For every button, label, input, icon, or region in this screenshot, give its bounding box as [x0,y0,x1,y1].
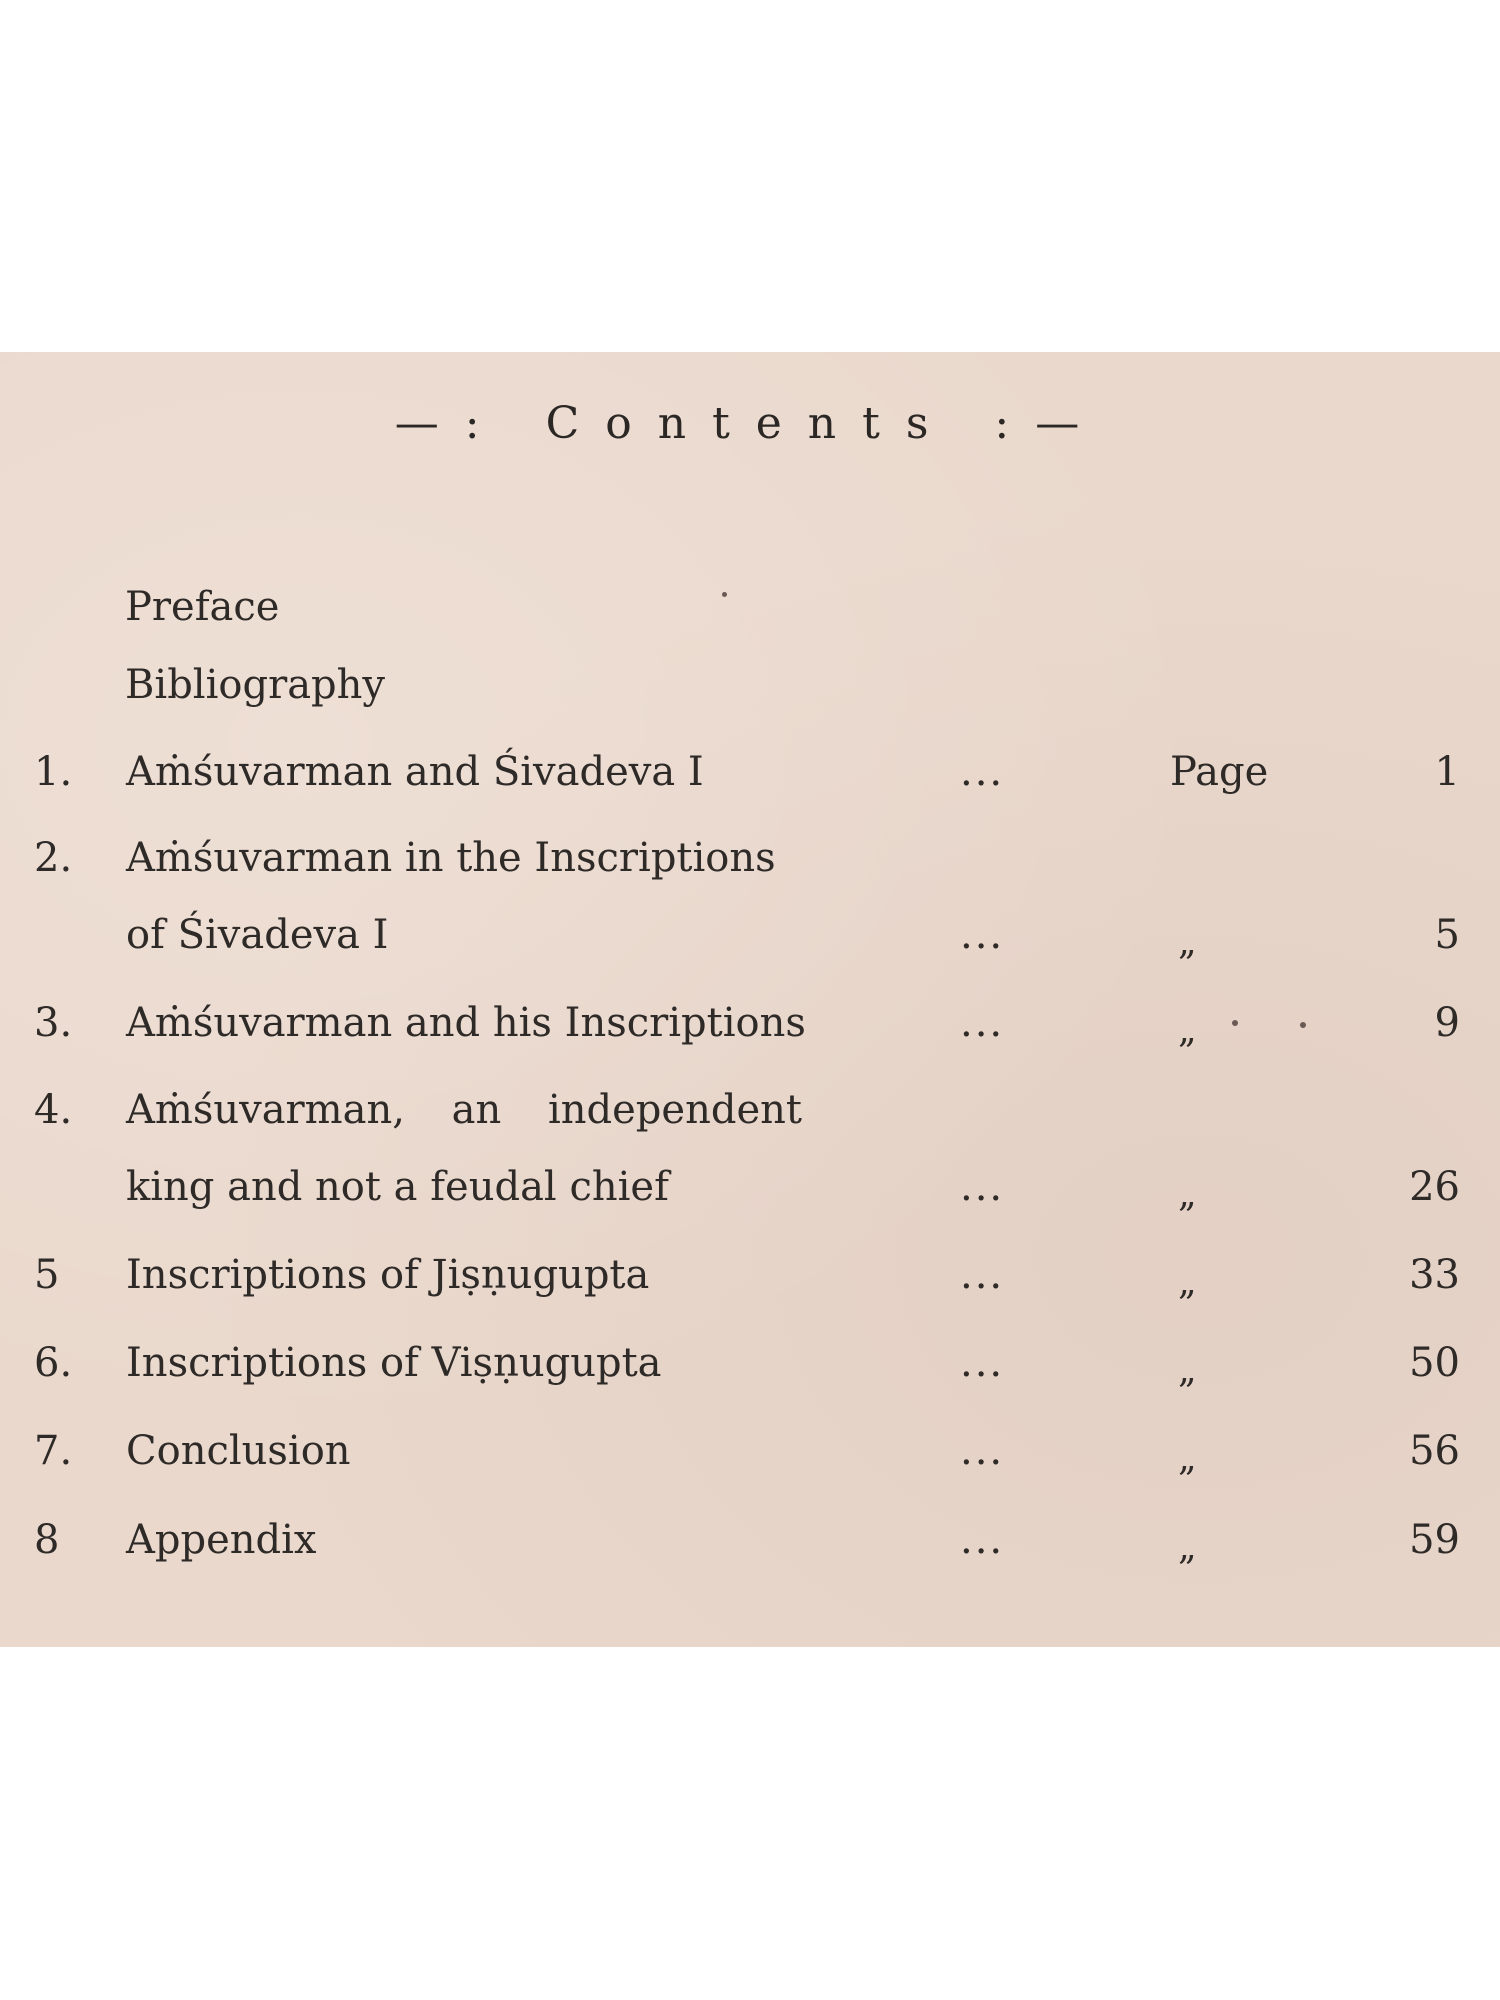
entry-title: Aṁśuvarman and Śivadeva I [126,749,704,795]
page-number: 1 [1434,749,1460,795]
entry-number: 5 [34,1252,60,1298]
leader-dots: ... [960,1428,1005,1474]
entry-title: Conclusion [126,1428,351,1474]
entry-title: Aṁśuvarman and his Inscriptions [126,1000,806,1046]
leader-dots: ... [960,1517,1005,1563]
toc-entry [0,1087,1500,1147]
ditto-mark: „ [1178,1262,1197,1303]
ditto-mark: „ [1178,1174,1197,1215]
toc-entry [0,1517,1500,1577]
page-number: 50 [1409,1340,1460,1386]
leader-dots: ... [960,749,1005,795]
entry-number: 1. [34,749,73,795]
entry-title: Aṁśuvarman, an independent [126,1087,802,1133]
ditto-mark: „ [1178,1438,1197,1479]
page-number: 59 [1409,1517,1460,1563]
front-matter-preface: Preface [125,584,280,630]
leader-dots: ... [960,912,1005,958]
leader-dots: ... [960,1164,1005,1210]
page-number: 26 [1409,1164,1460,1210]
page-label: Page [1170,749,1269,795]
entry-number: 4. [34,1087,73,1133]
page-number: 5 [1434,912,1460,958]
page-number: 9 [1434,1000,1460,1046]
ditto-mark: „ [1178,922,1197,963]
entry-number: 7. [34,1428,73,1474]
entry-number: 3. [34,1000,73,1046]
leader-dots: ... [960,1000,1005,1046]
ink-speck [722,592,727,597]
toc-entry [0,1000,1500,1060]
toc-entry [0,1340,1500,1400]
leader-dots: ... [960,1252,1005,1298]
toc-entry [0,749,1500,809]
front-matter-bibliography: Bibliography [125,662,385,708]
ink-speck [1300,1022,1306,1028]
ditto-mark: „ [1178,1010,1197,1051]
leader-dots: ... [960,1340,1005,1386]
entry-number: 8 [34,1517,60,1563]
scanned-page [0,352,1500,1647]
toc-entry-continuation [0,1164,1500,1224]
toc-entry [0,1252,1500,1312]
entry-title: Inscriptions of Viṣṇugupta [126,1340,662,1386]
entry-title-line2: king and not a feudal chief [126,1164,669,1210]
toc-entry-continuation [0,912,1500,972]
entry-title: Aṁśuvarman in the Inscriptions [126,835,776,881]
ditto-mark: „ [1178,1350,1197,1391]
entry-title-line2: of Śivadeva I [126,912,389,958]
entry-number: 2. [34,835,73,881]
contents-heading: —: Contents :— [394,398,1106,449]
entry-title: Inscriptions of Jiṣṇugupta [126,1252,650,1298]
toc-entry [0,835,1500,895]
ditto-mark: „ [1178,1527,1197,1568]
toc-entry [0,1428,1500,1488]
entry-title: Appendix [126,1517,317,1563]
entry-number: 6. [34,1340,73,1386]
ink-speck [1232,1020,1238,1026]
page-number: 33 [1409,1252,1460,1298]
page-number: 56 [1409,1428,1460,1474]
